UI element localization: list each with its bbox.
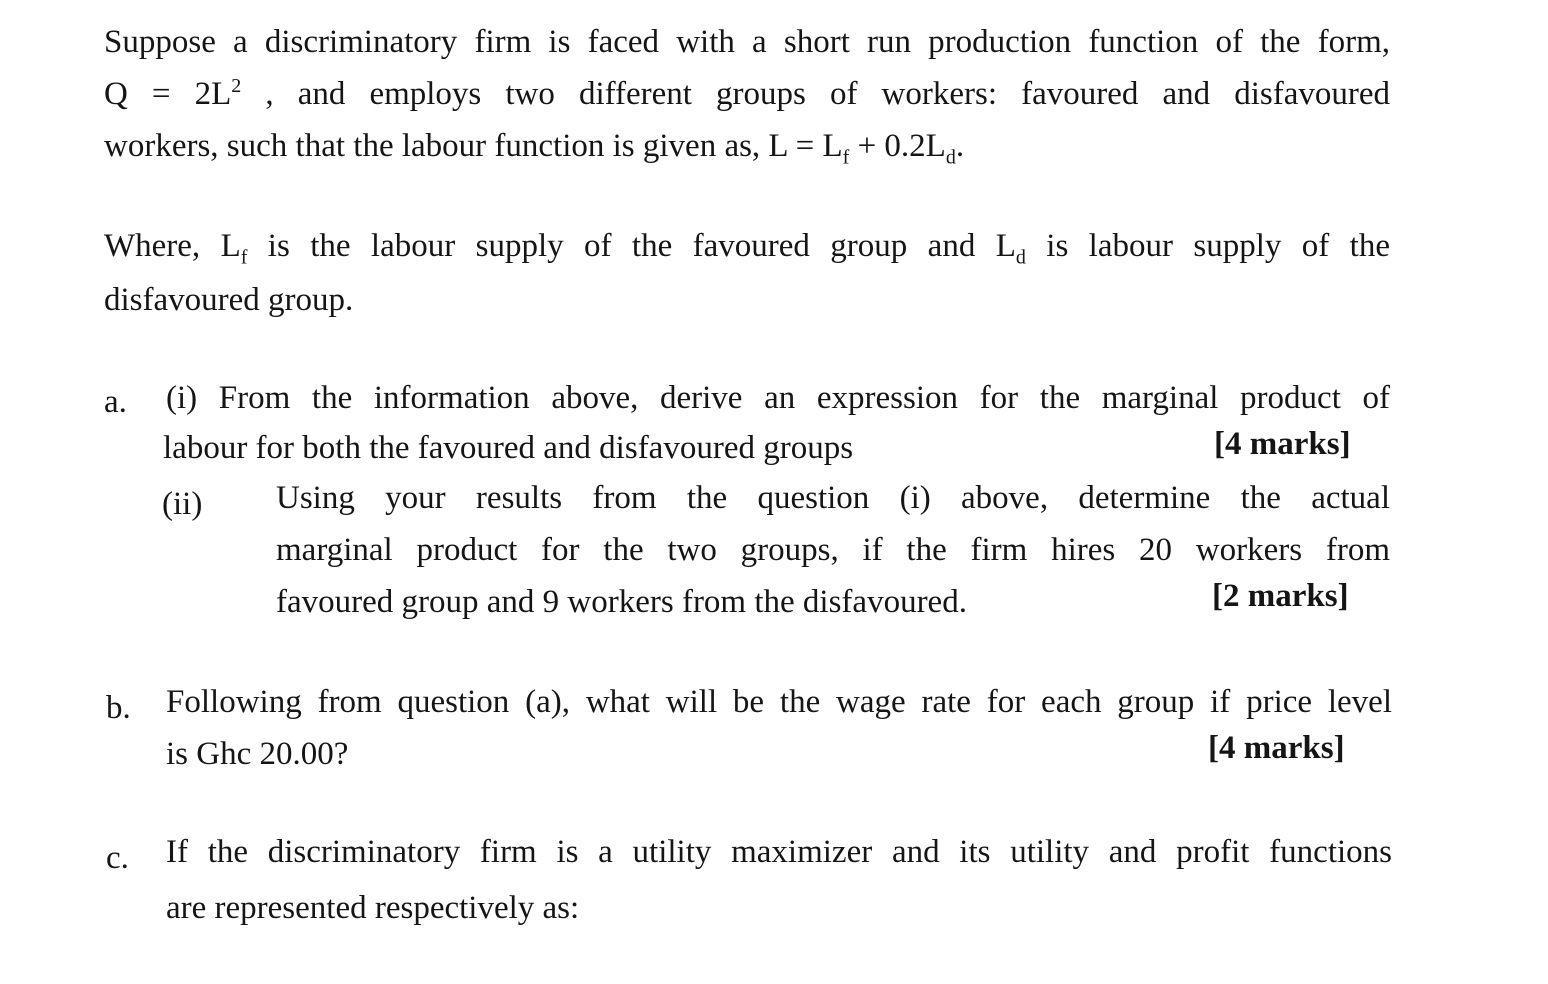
production-function: $Q = 2L^2$ [104,75,242,112]
question-a-ii-label: (ii) [162,486,203,522]
intro-line-2: $Q = 2L^2$ , and employs two different groups of workers: favoured and disfavoured [104,75,1390,112]
question-a-ii-marks: [2 marks] [1212,578,1349,614]
question-c-line-1: If the discriminatory firm is a utility maximizer and its utility and profit functions [166,834,1392,870]
where-line-2: disfavoured group. [104,282,354,318]
question-c-label: c. [106,840,129,876]
intro-line-1: Suppose a discriminatory firm is faced with a short run production function of the form, [104,24,1390,60]
question-b-label: b. [106,690,131,726]
intro-line-3: workers, such that the labour function is given as, $L = L_f + 0.2L_d$. [104,128,965,169]
question-a-i-marks: [4 marks] [1214,426,1351,462]
question-a-ii-line-3: favoured group and 9 workers from the disfavoured. [276,584,967,620]
where-line-1: Where, $L_f$ is the labour supply of the favoured group and $L_d$ is labour supply of the [104,228,1390,269]
question-a-ii-line-2: marginal product for the two groups, if the firm hires 20 workers from [276,532,1390,568]
question-c-line-2: are represented respectively as: [166,890,580,926]
question-a-label: a. [104,384,127,420]
question-b-line-2: is Ghc 20.00? [166,736,349,772]
question-b-marks: [4 marks] [1208,730,1345,766]
question-a-i-line-1: (i) From the information above, derive an expression for the marginal product of [166,380,1390,416]
question-b-line-1: Following from question (a), what will be the wage rate for each group if price level [166,684,1392,720]
question-a-i-line-2: labour for both the favoured and disfavoured groups [163,430,854,466]
question-a-ii-line-1: Using your results from the question (i) above, determine the actual [276,480,1390,516]
